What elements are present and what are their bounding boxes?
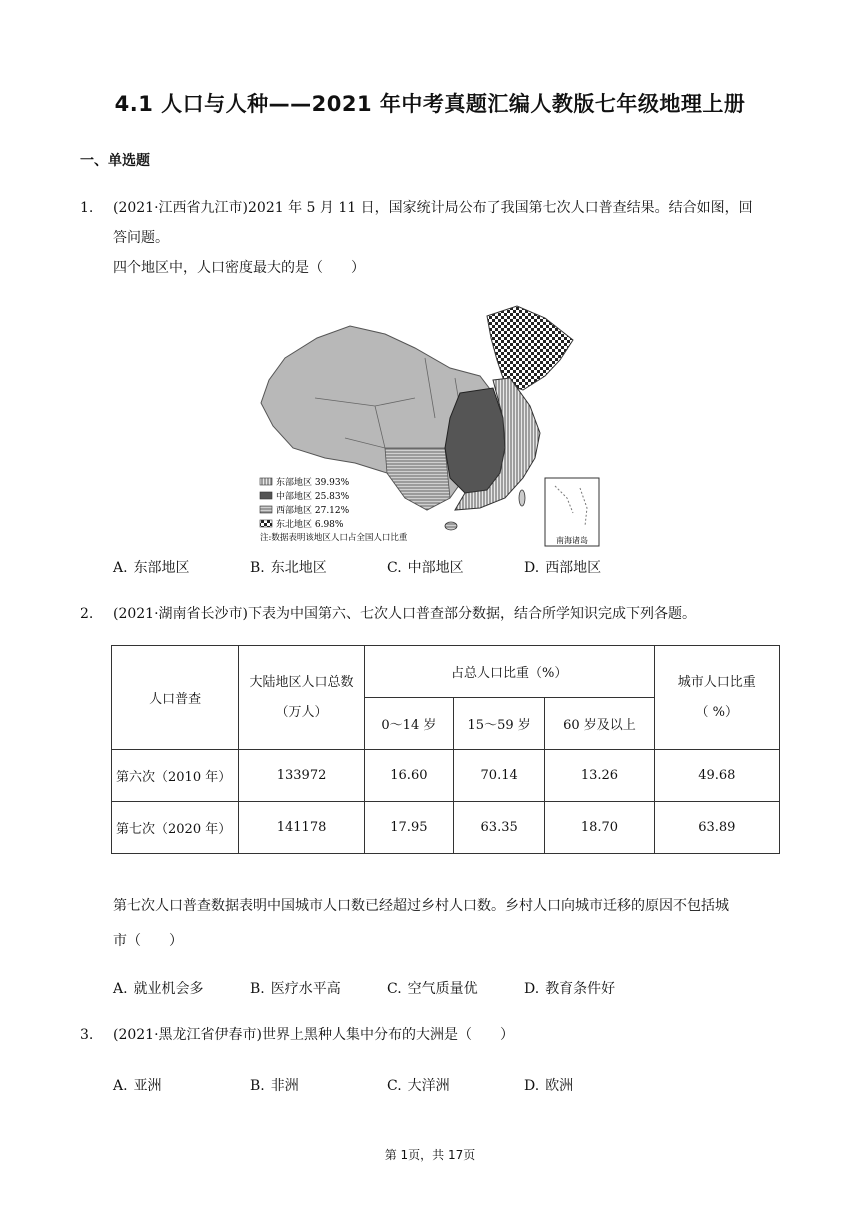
question-1-number: 1. (80, 200, 94, 216)
legend-northeast: 东北地区 6.98% (276, 520, 344, 530)
page-footer: 第 1页，共 17页 (384, 1148, 476, 1162)
option-b[interactable]: B. 非洲 (250, 1078, 299, 1094)
page-title: 4.1 人口与人种——2021 年中考真题汇编人教版七年级地理上册 (114, 92, 746, 116)
legend-west: 西部地区 27.12% (276, 506, 350, 516)
hainan-island (445, 522, 457, 530)
question-3-number: 3. (80, 1027, 94, 1043)
china-map-figure (255, 298, 605, 550)
legend-swatch-east (260, 478, 272, 485)
question-1-text (113, 193, 783, 283)
table-row: 第六次（2010 年） 133972 16.60 70.14 13.26 49.68 (112, 750, 780, 802)
header-census: 人口普查 (112, 646, 239, 750)
west-region-south (385, 448, 450, 510)
legend-swatch-northeast (260, 520, 272, 527)
legend-central: 中部地区 25.83% (276, 492, 350, 502)
option-a[interactable]: A. 就业机会多 (113, 981, 204, 997)
map-note: 注:数据表明该地区人口占全国人口比重 (260, 533, 408, 543)
question-1-line: (2021·江西省九江市)2021 年 5 月 11 日，国家统计局公布了我国第七次人口普查结果。结合如图，回 (113, 200, 753, 216)
header-age-60-plus: 60 岁及以上 (545, 698, 654, 750)
header-age-15-59: 15～59 岁 (454, 698, 545, 750)
option-b[interactable]: B. 东北地区 (250, 560, 327, 576)
header-age-0-14: 0～14 岁 (364, 698, 453, 750)
question-2-prompt: 第七次人口普查数据表明中国城市人口数已经超过乡村人口数。乡村人口向城市迁移的原因不包括城 市（ ） (113, 898, 729, 949)
question-3-options (113, 1075, 661, 1095)
option-a[interactable]: A. 东部地区 (113, 560, 190, 576)
header-total: 大陆地区人口总数 （万人） (239, 646, 364, 750)
option-d[interactable]: D. 西部地区 (524, 560, 602, 576)
section-heading: 一、单选题 (80, 153, 150, 169)
header-urban: 城市人口比重 （ %） (654, 646, 779, 750)
question-2-number: 2. (80, 606, 94, 622)
legend-east: 东部地区 39.93% (276, 478, 350, 488)
option-a[interactable]: A. 亚洲 (113, 1078, 162, 1094)
question-2-options (113, 978, 661, 998)
census-table (111, 645, 780, 854)
option-c[interactable]: C. 空气质量优 (387, 981, 478, 997)
option-c[interactable]: C. 大洋洲 (387, 1078, 450, 1094)
option-d[interactable]: D. 教育条件好 (524, 981, 616, 997)
header-ratio: 占总人口比重（%） (364, 646, 654, 698)
question-2-text: (2021·湖南省长沙市)下表为中国第六、七次人口普查部分数据，结合所学知识完成下列各题。 (113, 606, 697, 622)
question-3-text: (2021·黑龙江省伊春市)世界上黑种人集中分布的大洲是（ ） (113, 1027, 515, 1043)
taiwan-island (519, 490, 525, 506)
question-1-prompt: 四个地区中，人口密度最大的是（ ） (113, 260, 365, 276)
legend-swatch-central (260, 492, 272, 499)
inset-label: 南海诸岛 (556, 536, 588, 545)
china-population-map (255, 298, 605, 550)
option-b[interactable]: B. 医疗水平高 (250, 981, 341, 997)
question-1-options (113, 557, 661, 577)
table-row: 第七次（2020 年） 141178 17.95 63.35 18.70 63.89 (112, 802, 780, 854)
northeast-region (487, 306, 573, 390)
legend-swatch-west (260, 506, 272, 513)
option-d[interactable]: D. 欧洲 (524, 1078, 574, 1094)
option-c[interactable]: C. 中部地区 (387, 560, 464, 576)
question-1-line: 答问题。 (113, 230, 169, 246)
